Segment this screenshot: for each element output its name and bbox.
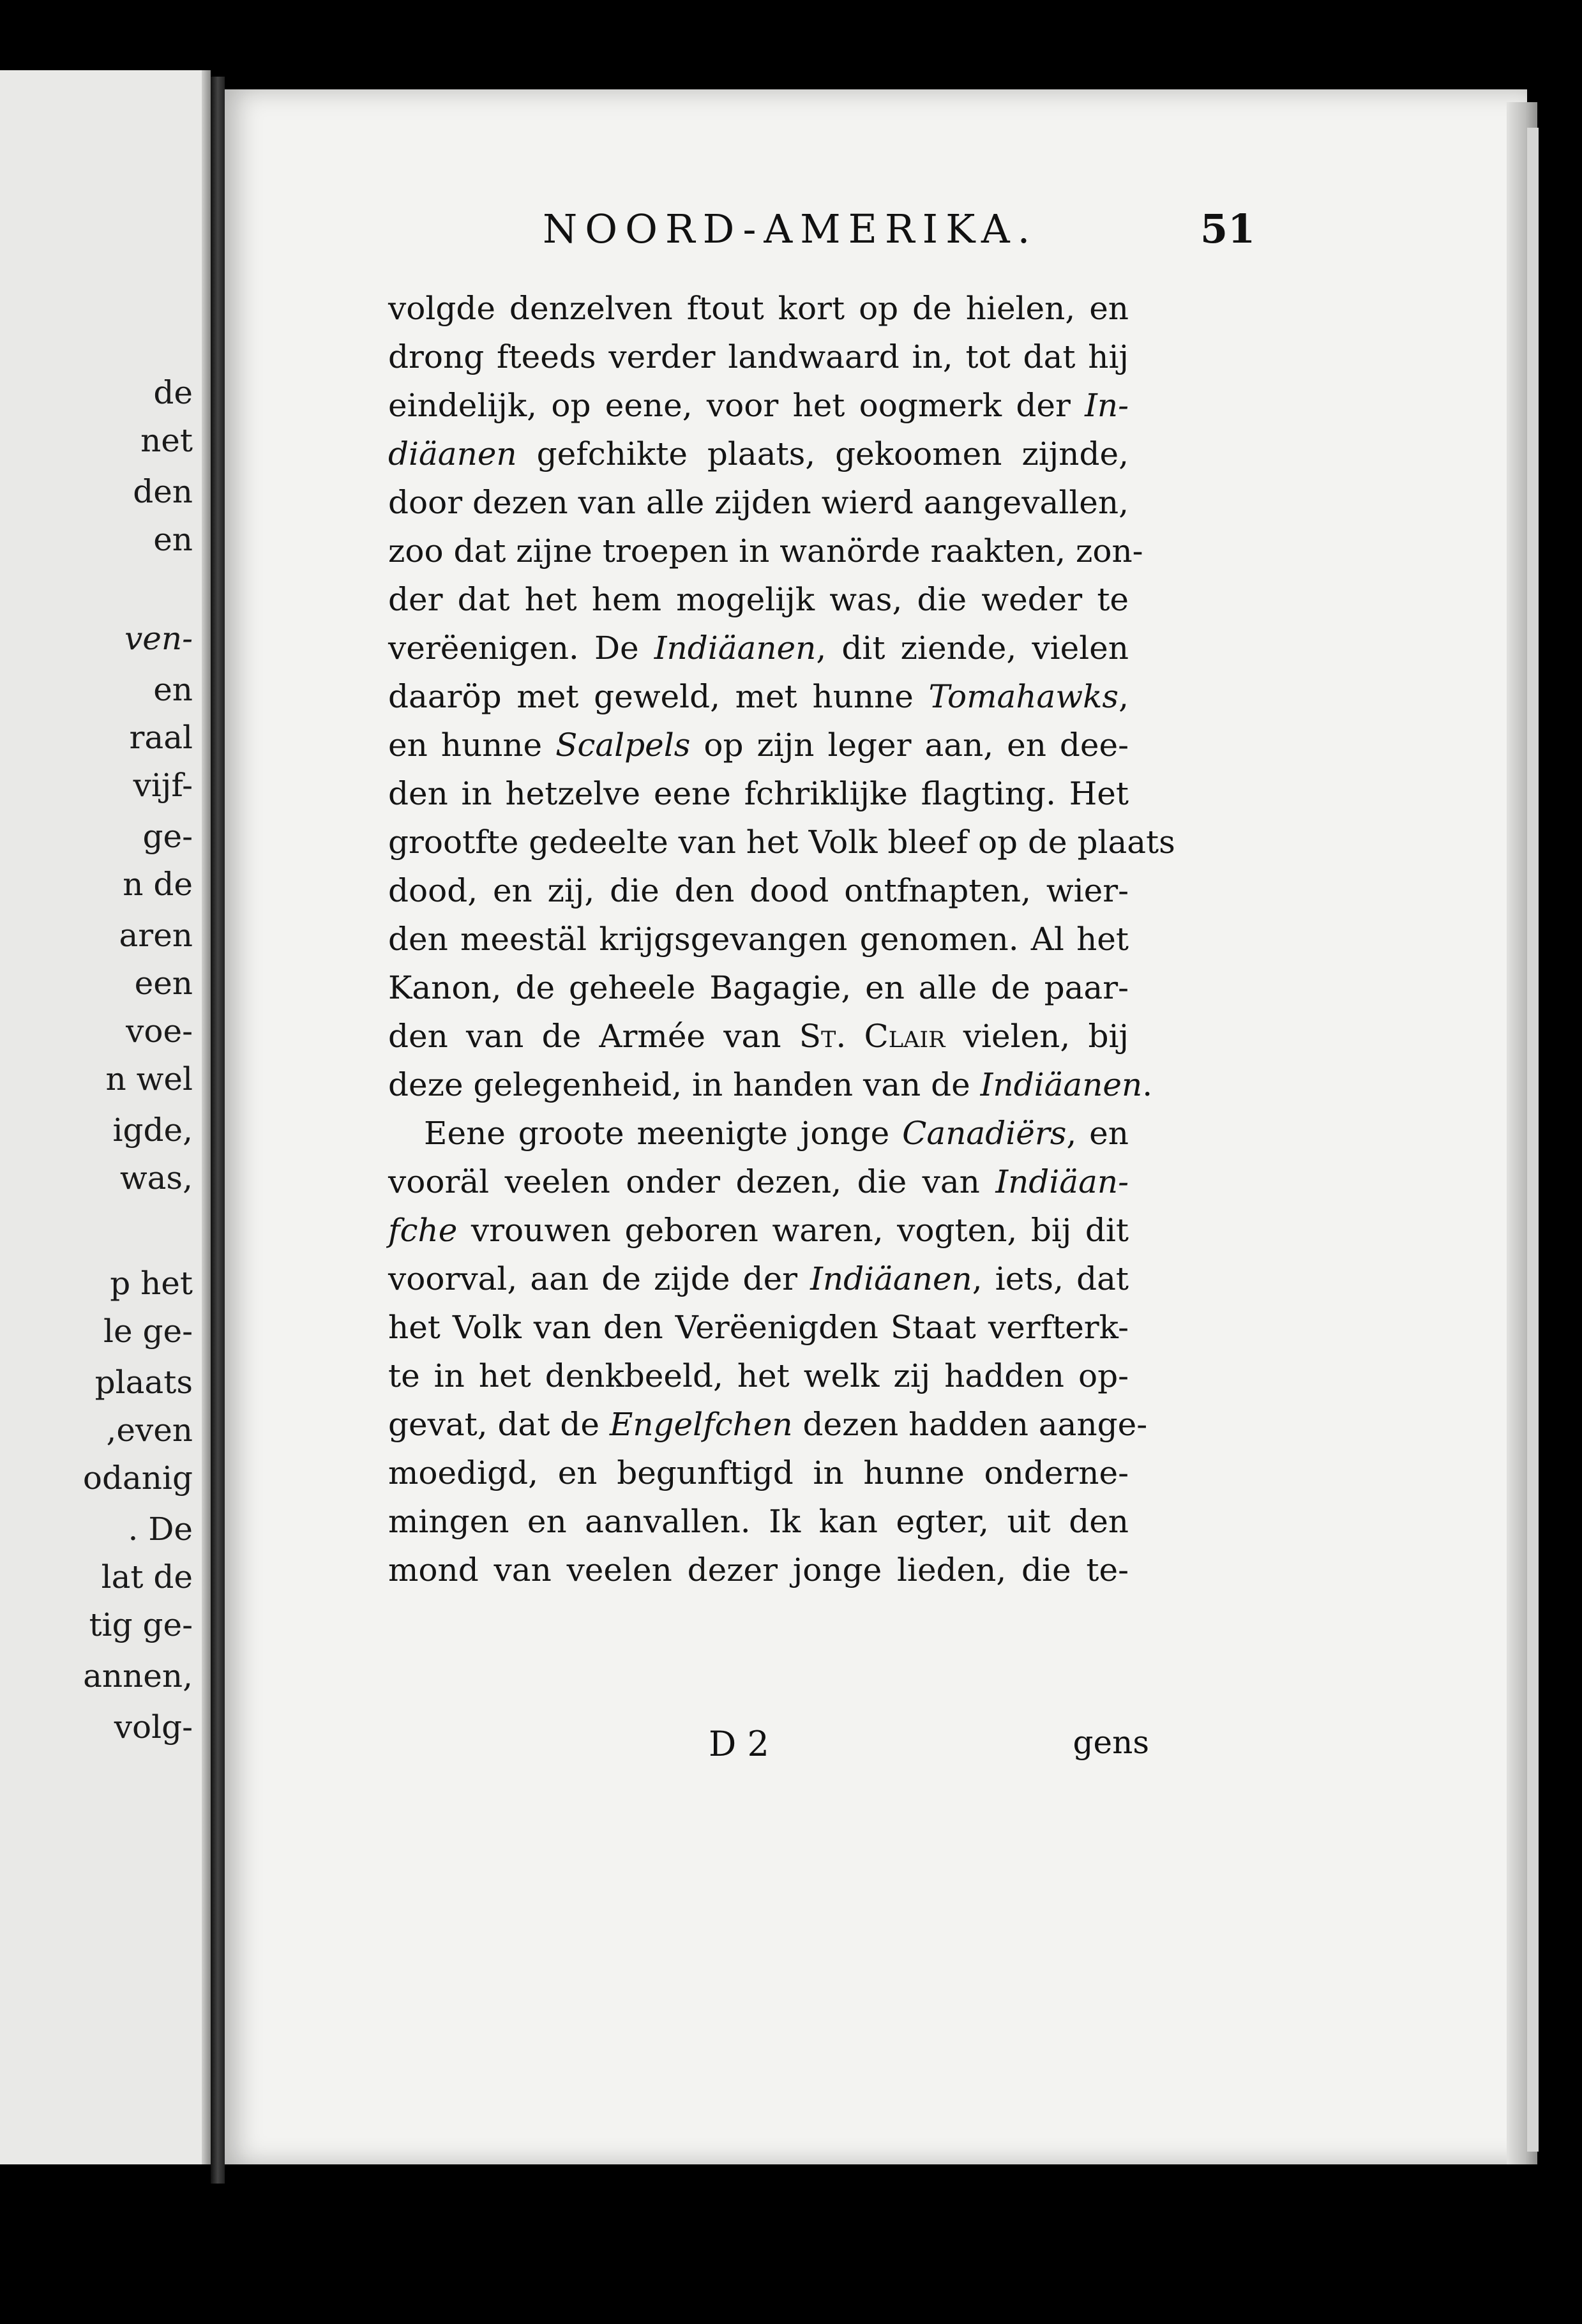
text-line: [388, 381, 1129, 430]
text-line: [388, 624, 1129, 672]
text-segment: den meestäl krijgsgevangen genomen. Al het: [388, 921, 1129, 958]
running-head: [306, 206, 1256, 252]
text-line: [388, 1449, 1129, 1497]
left-page-line: net: [140, 422, 193, 459]
text-segment: dezen hadden aange-: [792, 1406, 1148, 1443]
text-line: [388, 1497, 1129, 1546]
text-segment: te in het denkbeeld, het welk zij hadden op-: [388, 1357, 1129, 1394]
left-page-line: plaats: [94, 1364, 193, 1401]
text-segment: Tomahawks: [928, 678, 1119, 715]
text-line: [388, 527, 1143, 575]
text-line: [388, 430, 1129, 478]
text-segment: daaröp met geweld, met hunne: [388, 678, 929, 715]
text-segment: St. Clair: [799, 1018, 945, 1055]
body-text: [388, 284, 1175, 1594]
text-segment: vooräl veelen onder dezen, die van: [388, 1163, 996, 1200]
text-segment: en hunne: [388, 727, 556, 764]
text-segment: het Volk van den Verëenigden Staat verfterk-: [388, 1309, 1129, 1346]
left-page-line: n wel: [105, 1060, 193, 1098]
text-segment: dood, en zij, die den dood ontfnapten, wier-: [388, 872, 1129, 909]
text-segment: Kanon, de geheele Bagagie, en alle de paar-: [388, 969, 1129, 1006]
text-segment: Scalpels: [555, 727, 691, 764]
text-segment: , iets, dat: [972, 1260, 1129, 1297]
text-segment: ,: [1119, 678, 1129, 715]
left-page-line: n de: [123, 866, 193, 903]
text-segment: Eene groote meenigte jonge: [424, 1115, 903, 1152]
text-segment: voorval, aan de zijde der: [388, 1260, 811, 1297]
text-line: [388, 1158, 1129, 1206]
text-line: [388, 1012, 1129, 1060]
text-segment: fche: [388, 1212, 458, 1249]
text-segment: , dit ziende, vielen: [816, 630, 1129, 667]
text-segment: Indiäanen: [980, 1066, 1143, 1103]
left-page-line: lat de: [101, 1558, 193, 1596]
left-page-line: ven-: [124, 620, 193, 657]
text-segment: Canadiërs: [902, 1115, 1067, 1152]
page-number: 51: [1200, 206, 1256, 252]
text-line: [388, 672, 1129, 721]
left-page-gutter: [202, 70, 211, 2164]
left-page-line: volg-: [114, 1709, 193, 1746]
text-segment: grootfte gedeelte van het Volk bleef op de plaats: [388, 824, 1175, 861]
text-segment: drong fteeds verder landwaard in, tot dat hij: [388, 338, 1129, 375]
text-segment: diäanen: [388, 435, 517, 472]
left-page: [0, 70, 211, 2164]
left-page-line: annen,: [83, 1657, 193, 1694]
left-page-line: een: [134, 965, 193, 1002]
text-segment: der dat het hem mogelijk was, die weder te: [388, 581, 1129, 618]
left-page-line: igde,: [112, 1112, 193, 1149]
text-segment: den in hetzelve eene fchriklijke flagting. Het: [388, 775, 1129, 812]
page-footer: [709, 1724, 1149, 1769]
text-segment: vrouwen geboren waren, vogten, bij dit: [457, 1212, 1129, 1249]
text-line: [388, 915, 1129, 963]
text-segment: gevat, dat de: [388, 1406, 610, 1443]
text-segment: Engelfchen: [609, 1406, 793, 1443]
text-segment: In-: [1085, 387, 1129, 424]
text-segment: moedigd, en begunftigd in hunne onderne-: [388, 1454, 1129, 1491]
text-segment: Indiäanen: [810, 1260, 972, 1297]
left-page-line: raal: [129, 719, 193, 756]
text-segment: deze gelegenheid, in handen van de: [388, 1066, 981, 1103]
text-line: [388, 721, 1129, 769]
text-segment: vielen, bij: [945, 1018, 1129, 1055]
text-segment: gefchikte plaats, gekoomen zijnde,: [516, 435, 1129, 472]
left-page-line: le ge-: [103, 1313, 193, 1350]
text-line: [388, 478, 1129, 527]
left-page-line: odanig: [82, 1460, 193, 1497]
text-line: [388, 1255, 1129, 1303]
signature-mark: D 2: [709, 1724, 769, 1764]
text-segment: mingen en aanvallen. Ik kan egter, uit den: [388, 1503, 1129, 1540]
left-page-line: ge-: [142, 818, 193, 855]
left-page-line: en: [153, 671, 193, 708]
left-page-line: . De: [128, 1511, 193, 1548]
text-line: [388, 284, 1129, 333]
left-page-line: de: [153, 374, 193, 411]
text-segment: op zijn leger aan, en dee-: [690, 727, 1129, 764]
text-segment: den van de Armée van: [388, 1018, 799, 1055]
text-line: [388, 1206, 1129, 1255]
text-segment: , en: [1066, 1115, 1129, 1152]
text-segment: volgde denzelven ftout kort op de hielen, en: [388, 290, 1129, 327]
text-segment: Indiäan-: [995, 1163, 1129, 1200]
left-page-line: den: [133, 473, 193, 510]
left-page-line: ,even: [106, 1412, 193, 1449]
left-page-line: voe-: [126, 1013, 193, 1050]
text-segment: mond van veelen dezer jonge lieden, die te-: [388, 1551, 1129, 1588]
text-line: [388, 818, 1175, 866]
left-page-line: en: [153, 521, 193, 558]
text-line: [388, 333, 1129, 381]
text-segment: door dezen van alle zijden wierd aangevallen,: [388, 484, 1129, 521]
text-line: [388, 1400, 1148, 1449]
page-edge-inner: [1527, 128, 1539, 2152]
text-line: [388, 963, 1129, 1012]
left-page-line: tig ge-: [89, 1606, 193, 1643]
text-segment: verëenigen. De: [388, 630, 654, 667]
text-line: [388, 1060, 1153, 1109]
text-line: [388, 769, 1129, 818]
left-page-line: p het: [110, 1265, 193, 1302]
text-segment: .: [1142, 1066, 1153, 1103]
text-line: [388, 1109, 1129, 1158]
text-segment: zoo dat zijne troepen in wanörde raakten, zon-: [388, 532, 1143, 570]
text-line: [388, 866, 1129, 915]
running-title: NOORD-AMERIKA.: [543, 206, 1038, 252]
catchword: gens: [1073, 1724, 1149, 1761]
text-line: [388, 575, 1129, 624]
left-page-line: was,: [119, 1159, 193, 1196]
left-page-line: vijf-: [133, 767, 193, 804]
text-line: [388, 1303, 1129, 1352]
text-segment: eindelijk, op eene, voor het oogmerk der: [388, 387, 1085, 424]
text-line: [388, 1546, 1129, 1594]
text-segment: Indiäanen: [654, 630, 817, 667]
book-spine: [211, 77, 225, 2184]
left-page-line: aren: [119, 917, 193, 954]
text-line: [388, 1352, 1129, 1400]
